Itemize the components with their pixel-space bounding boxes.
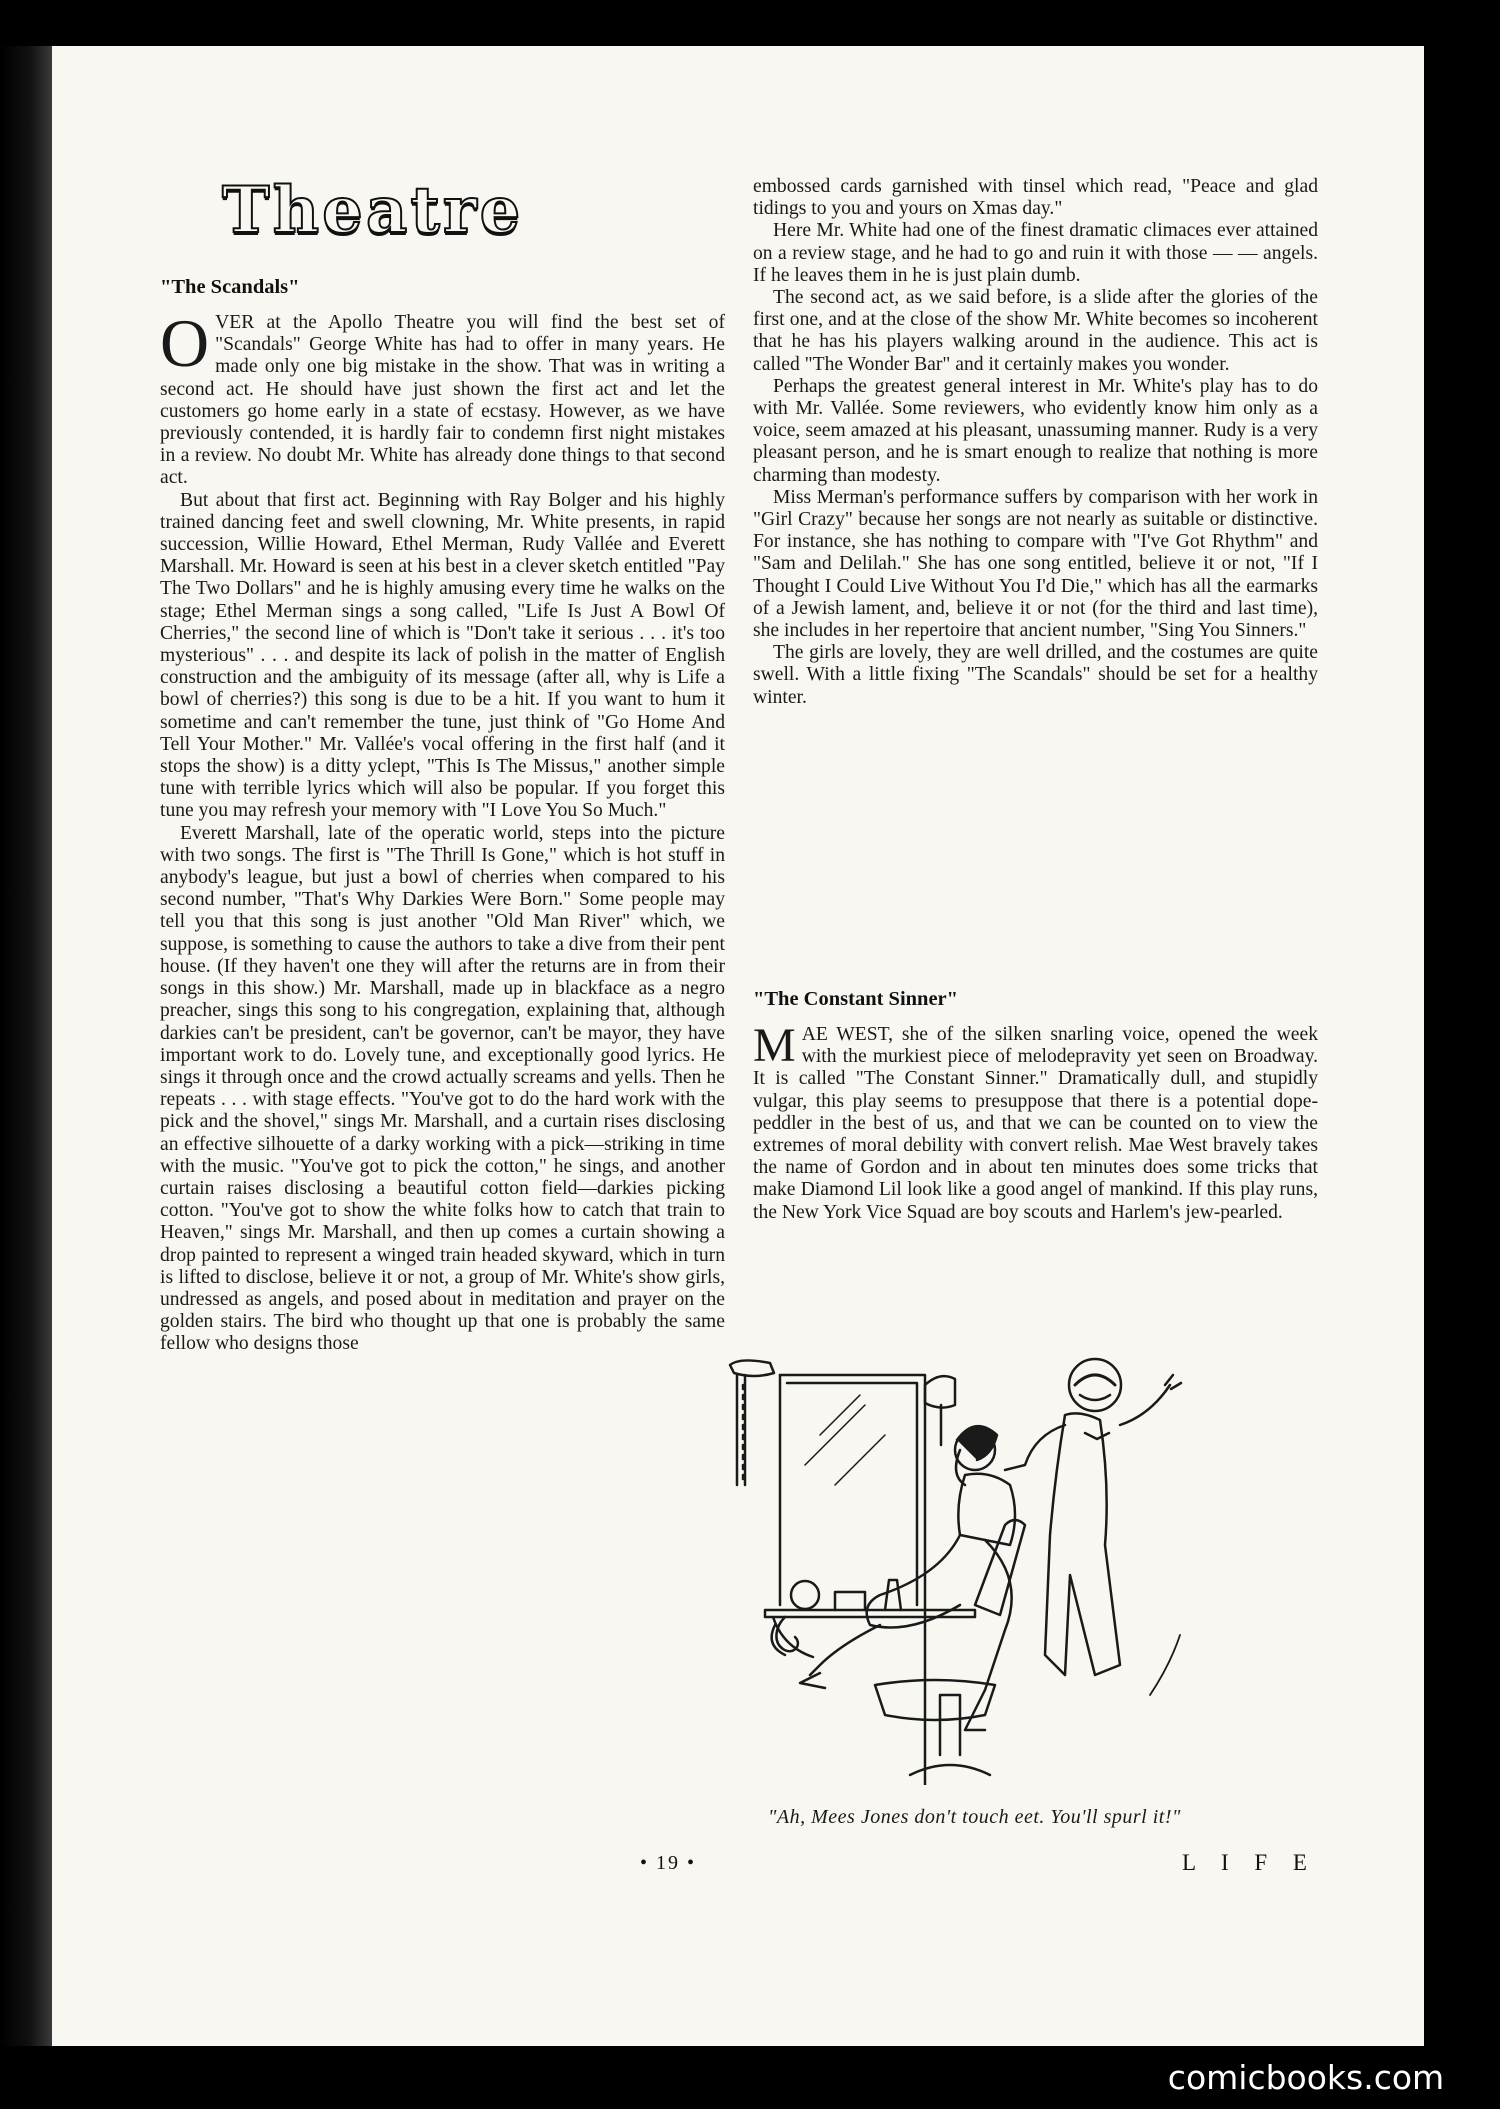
drop-cap: O [160, 305, 210, 381]
paragraph: But about that first act. Beginning with Ray Bolger and his highly trained dancing feet and swell clowning, Mr. White presents, in rapid succession, Willie Howard, Ethel Merman, Rudy Vallée and Everett Marshall. Mr. Howard is seen at his best in a clever sketch entitled "Pay The Two Dollars" and he is highly amusing every time he walks on the stage; Ethel Merman sings a song called, "Life Is Just A Bowl Of Cherries," the second line of which is "Don't take it serious . . . it's too mysterious" . . . and despite its lack of polish in the matter of English construction and the ambiguity of its message (after all, why is Life a bowl of cherries?) this song is due to be a hit. If you want to hum it sometime and can't remember the tune, just think of "Go Home And Tell Your Mother." Mr. Vallée's vocal offering in the first half (and it stops the show) is a ditty yclept, "This Is The Missus," another simple tune with terrible lyrics which will also be popular. If you forget this tune you may refresh your memory with "I Love You So Much." [160, 489, 725, 822]
paragraph: Everett Marshall, late of the operatic world, steps into the picture with two songs. The first is "The Thrill Is Gone," which is hot stuff in anybody's league, but just a bowl of cherries when compared to his second number, "That's Why Darkies Were Born." Some people may tell you that this song is just another "Old Man River" which, we suppose, is something to cause the authors to take a dive from their pent house. (If they haven't one they will after the returns are in from their songs in this show.) Mr. Marshall, made up in blackface as a negro preacher, sings this song to his congregation, explaining that, although darkies can't be president, can't be governor, can't be mayor, they have important work to do. Lovely tune, and exceptionally good lyrics. He sings it through once and the crowd actually screams and yells. Then he repeats . . . with stage effects. "You've got to do the hard work with the pick and the shovel," sings Mr. Marshall, and a curtain rises disclosing an effective silhouette of a darky working with a pick—striking in time with the music. "You've got to pick the cotton," he sings, and another curtain raises disclosing a beautiful cotton field—darkies picking cotton. "You've got to show the white folks how to catch that train to Heaven," sings Mr. Marshall, and then up comes a curtain showing a drop painted to represent a winged train headed skyward, which in turn is lifted to disclose, believe it or not, a group of Mr. White's show girls, undressed as angels, and posed about in meditation and prayer on the golden stairs. The bird who thought up that one is probably the same fellow who designs those [160, 822, 725, 1355]
paragraph: Here Mr. White had one of the finest dramatic climaces ever attained on a review stage, and he had to go and ruin it with those — — angels. If he leaves them in he is just plain dumb. [753, 220, 1318, 286]
magazine-name: L I F E [1182, 1850, 1317, 1875]
paragraph [753, 1019, 1318, 1224]
page-title: Theatre [222, 173, 524, 248]
section-heading-scandals: "The Scandals" [160, 276, 300, 298]
section-heading-constant-sinner: "The Constant Sinner" [753, 988, 959, 1010]
illustration-caption: "Ah, Mees Jones don't touch eet. You'll spurl it!" [768, 1806, 1181, 1828]
article-column-left [160, 305, 725, 1356]
binding-edge [0, 46, 52, 2046]
article-column-right-lower [753, 1019, 1318, 1224]
article-column-right [753, 176, 1318, 709]
watermark: comicbooks.com [1112, 2047, 1500, 2109]
drop-cap: M [753, 1019, 796, 1072]
cartoon-illustration [725, 1355, 1315, 1785]
paragraph: The girls are lovely, they are well drilled, and the costumes are quite swell. With a little fixing "The Scandals" should be set for a healthy winter. [753, 642, 1318, 708]
paragraph: The second act, as we said before, is a slide after the glories of the first one, and at the close of the show Mr. White becomes so incoherent that he has his players walking around in the audience. This act is called "The Wonder Bar" and it certainly makes you wonder. [753, 287, 1318, 375]
page-number: • 19 • [640, 1852, 697, 1874]
paragraph: Miss Merman's performance suffers by comparison with her work in "Girl Crazy" because her songs are not nearly as suitable or distinctive. For instance, she has nothing to compare with "I've Got Rhythm" and "Sam and Delilah." She has one song entitled, believe it or not, "If I Thought I Could Live Without You I'd Die," which has all the earmarks of a Jewish lament, and, believe it or not (for the third and last time), she includes in her repertoire that ancient number, "Sing You Sinners." [753, 486, 1318, 642]
paragraph: embossed cards garnished with tinsel which read, "Peace and glad tidings to you and yours on Xmas day." [753, 176, 1318, 220]
paragraph-text: AE WEST, she of the silken snarling voice, opened the week with the murkiest piece of melodepravity yet seen on Broadway. It is called "The Constant Sinner." Dramatically dull, and stupidly vulgar, this play seems to presuppose that there is a potential dope-peddler in the best of us, and that we can be counted on to view the extremes of moral debility with convert relish. Mae West bravely takes the name of Gordon and in about ten minutes does some tricks that make Diamond Lil look like a good angel of mankind. If this play runs, the New York Vice Squad are boy scouts and Harlem's jew-pearled. [753, 1024, 1318, 1223]
paragraph: Perhaps the greatest general interest in Mr. White's play has to do with Mr. Vallée. Some reviewers, who evidently know him only as a voice, seem amazed at his pleasant, unassuming manner. Rudy is a very pleasant person, and he is smart enough to realize that nothing is more charming than modesty. [753, 375, 1318, 486]
paragraph-text: VER at the Apollo Theatre you will find the best set of "Scandals" George White has had to offer in many years. He made only one big mistake in the show. That was in writing a second act. He should have just shown the first act and let the customers go home early in a state of ecstasy. However, as we have previously contended, it is hardly fair to condemn first night mistakes in a review. No doubt Mr. White has already done things to that second act. [160, 312, 725, 489]
paragraph [160, 305, 725, 490]
